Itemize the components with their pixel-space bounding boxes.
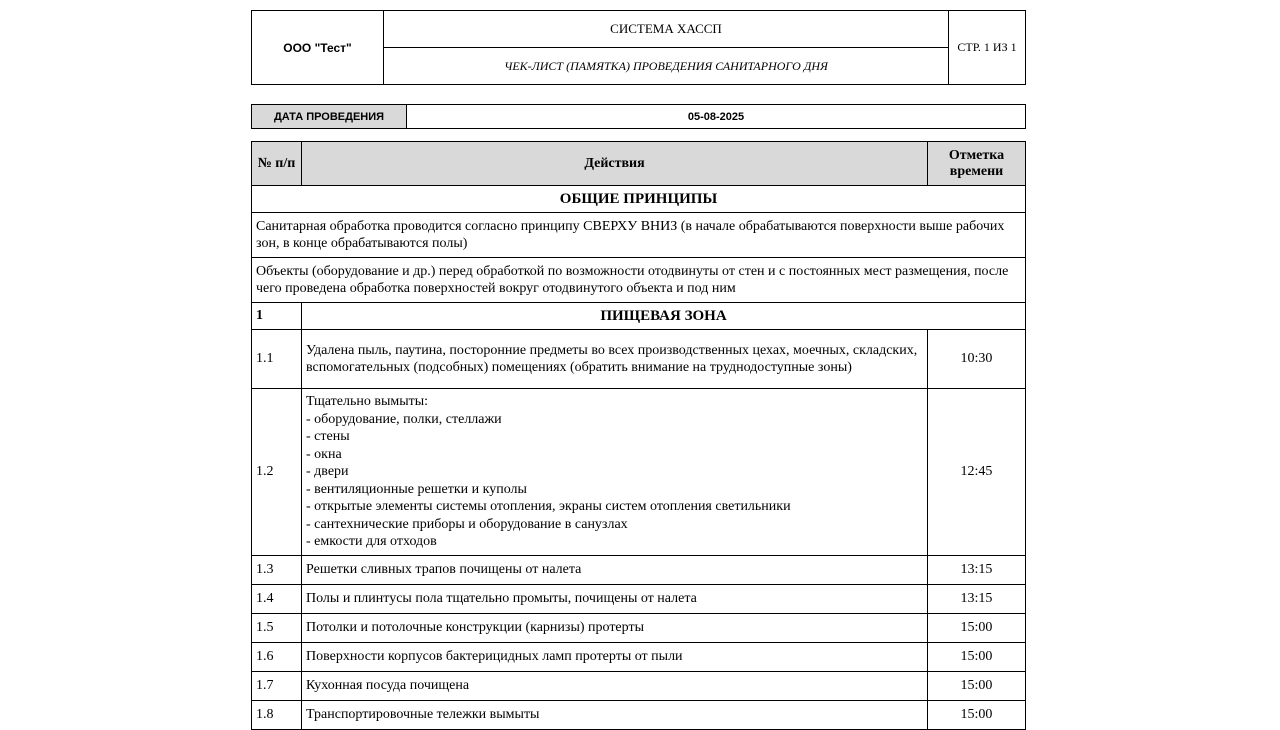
row-action-line: - стены — [306, 429, 350, 445]
row-number: 1.6 — [252, 643, 302, 672]
table-row — [252, 585, 1026, 614]
row-action-line: - оборудование, полки, стеллажи — [306, 411, 502, 427]
row-action — [302, 389, 928, 556]
table-row — [252, 701, 1026, 730]
row-action: Потолки и потолочные конструкции (карнизы) протерты — [302, 614, 928, 643]
row-action: Решетки сливных трапов почищены от налета — [302, 556, 928, 585]
row-time: 13:15 — [928, 556, 1026, 585]
table-row — [252, 556, 1026, 585]
row-number: 1.4 — [252, 585, 302, 614]
row-number: 1.7 — [252, 672, 302, 701]
row-time: 12:45 — [928, 389, 1026, 556]
table-row — [252, 643, 1026, 672]
row-number: 1.3 — [252, 556, 302, 585]
row-number: 1.2 — [252, 389, 302, 556]
row-number: 1.5 — [252, 614, 302, 643]
general-principle-1: Санитарная обработка проводится согласно принципу СВЕРХУ ВНИЗ (в начале обрабатываются поверхности выше рабочих зон, в конце обрабатываются полы) — [252, 213, 1026, 258]
row-action-line: - сантехнические приборы и оборудование в санузлах — [306, 516, 628, 532]
table-header-row — [252, 142, 1026, 186]
table-row — [252, 672, 1026, 701]
row-time: 10:30 — [928, 330, 1026, 389]
document-header — [251, 10, 1026, 85]
row-action-line: - открытые элементы системы отопления, экраны систем отопления светильники — [306, 499, 791, 515]
row-time: 15:00 — [928, 701, 1026, 730]
section-title-food-zone: ПИЩЕВАЯ ЗОНА — [302, 303, 1026, 330]
general-principle-2: Объекты (оборудование и др.) перед обработкой по возможности отодвинуты от стен и с постоянных мест размещения, после чего проведена обработка поверхностей вокруг отодвинутого объекта и под ним — [252, 258, 1026, 303]
row-time: 15:00 — [928, 643, 1026, 672]
row-action: Поверхности корпусов бактерицидных ламп протерты от пыли — [302, 643, 928, 672]
system-title: СИСТЕМА ХАССП — [384, 11, 949, 48]
column-header-time: Отметка времени — [928, 142, 1026, 186]
date-label: ДАТА ПРОВЕДЕНИЯ — [252, 105, 407, 129]
row-time: 13:15 — [928, 585, 1026, 614]
checklist-table — [251, 141, 1026, 730]
row-action-line: - двери — [306, 464, 349, 480]
table-row — [252, 614, 1026, 643]
column-header-number: № п/п — [252, 142, 302, 186]
date-row — [251, 104, 1026, 129]
row-time: 15:00 — [928, 614, 1026, 643]
row-action: Удалена пыль, паутина, посторонние предметы во всех производственных цехах, моечных, складских, вспомогательных (подсобных) помещениях (обратить внимание на труднодоступные зоны) — [302, 330, 928, 389]
table-row — [252, 389, 1026, 556]
row-action: Кухонная посуда почищена — [302, 672, 928, 701]
section-title-general: ОБЩИЕ ПРИНЦИПЫ — [252, 186, 1026, 213]
document-subtitle: ЧЕК-ЛИСТ (ПАМЯТКА) ПРОВЕДЕНИЯ САНИТАРНОГО ДНЯ — [384, 48, 949, 85]
row-number: 1.1 — [252, 330, 302, 389]
row-action: Полы и плинтусы пола тщательно промыты, почищены от налета — [302, 585, 928, 614]
row-action-line: - емкости для отходов — [306, 534, 437, 550]
date-value: 05-08-2025 — [407, 105, 1026, 129]
row-action-line: - вентиляционные решетки и куполы — [306, 481, 527, 497]
row-action-line: - окна — [306, 446, 342, 462]
row-action-intro: Тщательно вымыты: — [306, 394, 429, 410]
page-number: СТР. 1 ИЗ 1 — [949, 11, 1026, 85]
column-header-actions: Действия — [302, 142, 928, 186]
row-action: Транспортировочные тележки вымыты — [302, 701, 928, 730]
table-row — [252, 330, 1026, 389]
section-number: 1 — [252, 303, 302, 330]
row-time: 15:00 — [928, 672, 1026, 701]
row-number: 1.8 — [252, 701, 302, 730]
company-name: ООО "Тест" — [252, 11, 384, 85]
